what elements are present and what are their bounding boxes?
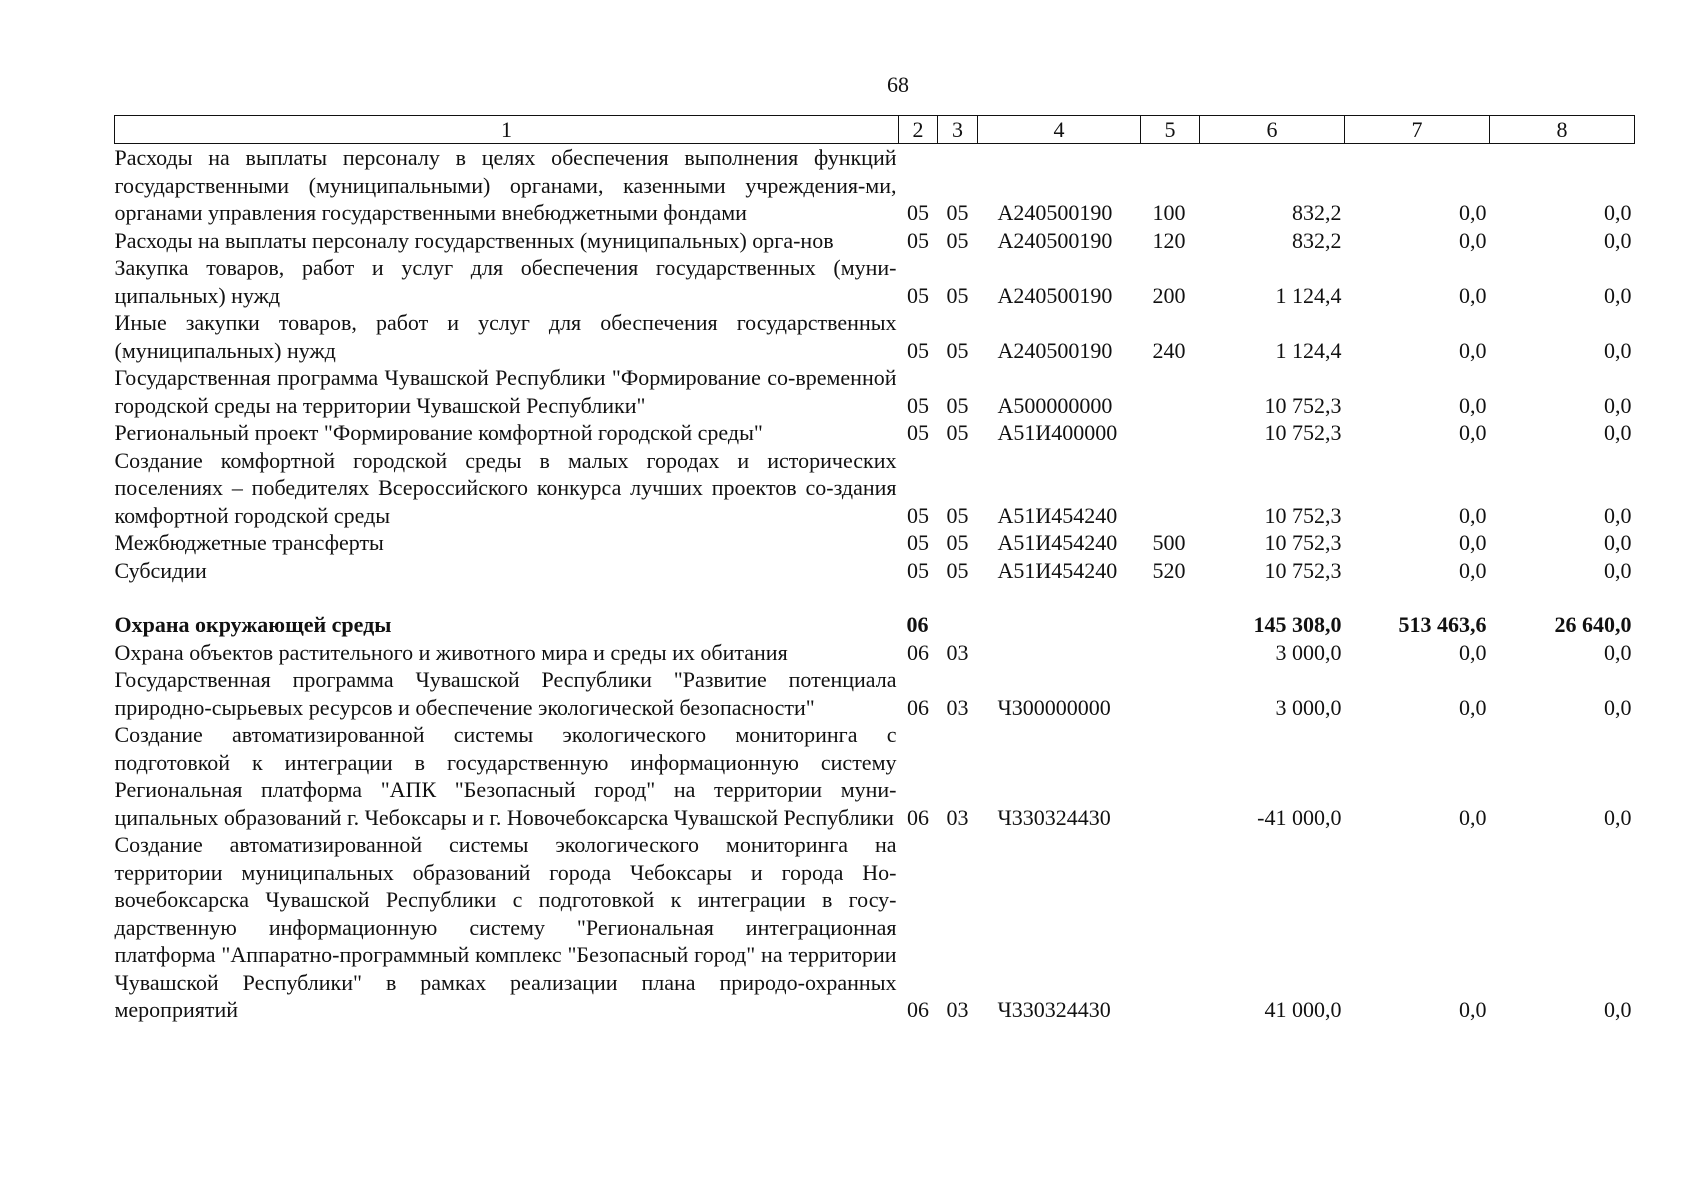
row-vr: 100 bbox=[1152, 200, 1186, 225]
row-v7: 0,0 bbox=[1459, 227, 1487, 253]
row-v6: 1 124,4 bbox=[1275, 282, 1342, 308]
table-row bbox=[115, 666, 1635, 721]
table-row bbox=[115, 144, 1635, 227]
row-v6: 10 752,3 bbox=[1264, 392, 1342, 418]
row-vr bbox=[1141, 419, 1200, 447]
blank-row bbox=[115, 584, 1635, 611]
section-v8: 26 640,0 bbox=[1554, 612, 1632, 637]
row-pr: 05 bbox=[946, 227, 969, 253]
row-v7: 0,0 bbox=[1459, 639, 1487, 665]
row-rz: 05 bbox=[907, 337, 929, 363]
table-row bbox=[115, 364, 1635, 419]
row-vr: 500 bbox=[1152, 530, 1186, 555]
row-rz: 06 bbox=[907, 997, 929, 1022]
row-vr bbox=[1141, 831, 1200, 1024]
row-v6: 10 752,3 bbox=[1264, 502, 1342, 528]
row-vr: 200 bbox=[1152, 282, 1186, 308]
row-rz: 06 bbox=[907, 694, 929, 720]
row-rz: 05 bbox=[907, 200, 929, 225]
row-csr: А240500190 bbox=[997, 227, 1113, 253]
row-pr: 05 bbox=[946, 502, 969, 528]
row-csr: Ч330324430 bbox=[997, 804, 1111, 830]
row-vr: 520 bbox=[1152, 557, 1186, 583]
row-pr: 03 bbox=[946, 997, 969, 1022]
table-row bbox=[115, 227, 1635, 255]
row-v8: 0,0 bbox=[1604, 282, 1632, 308]
table-row bbox=[115, 309, 1635, 364]
row-v8: 0,0 bbox=[1604, 200, 1632, 225]
table-row bbox=[115, 447, 1635, 530]
header-col-6: 6 bbox=[1200, 116, 1345, 144]
row-rz: 05 bbox=[907, 557, 929, 583]
row-v7: 0,0 bbox=[1459, 804, 1487, 830]
row-pr: 03 bbox=[946, 804, 969, 830]
row-v6: 3 000,0 bbox=[1275, 694, 1342, 720]
row-name: Расходы на выплаты персоналу государственных (муниципальных) орга-нов bbox=[114, 227, 834, 253]
row-v8: 0,0 bbox=[1604, 639, 1632, 665]
row-rz: 05 bbox=[907, 502, 929, 528]
row-pr: 03 bbox=[946, 694, 969, 720]
row-rz: 05 bbox=[907, 420, 929, 445]
row-name: Межбюджетные трансферты bbox=[114, 530, 384, 555]
row-v7: 0,0 bbox=[1459, 557, 1487, 583]
row-csr: А240500190 bbox=[997, 200, 1113, 225]
header-col-5: 5 bbox=[1141, 116, 1200, 144]
row-vr: 120 bbox=[1152, 227, 1186, 253]
section-row bbox=[115, 611, 1635, 639]
header-col-1: 1 bbox=[115, 116, 899, 144]
table-row bbox=[115, 529, 1635, 557]
row-csr: А51И454240 bbox=[997, 502, 1118, 528]
row-v8: 0,0 bbox=[1604, 694, 1632, 720]
row-csr: А240500190 bbox=[997, 337, 1113, 363]
row-name: Иные закупки товаров, работ и услуг для обеспечения государственных (муниципальных) нужд bbox=[114, 310, 897, 363]
row-csr: Ч330324430 bbox=[997, 997, 1111, 1022]
table-row bbox=[115, 254, 1635, 309]
table-row bbox=[115, 557, 1635, 585]
row-name: Охрана объектов растительного и животного мира и среды их обитания bbox=[114, 639, 788, 665]
row-csr: А500000000 bbox=[997, 392, 1113, 418]
row-v7: 0,0 bbox=[1459, 502, 1487, 528]
row-v7: 0,0 bbox=[1459, 694, 1487, 720]
row-csr: А240500190 bbox=[997, 282, 1113, 308]
row-csr: А51И454240 bbox=[997, 557, 1118, 583]
row-v8: 0,0 bbox=[1604, 997, 1632, 1022]
section-name: Охрана окружающей среды bbox=[114, 612, 392, 637]
row-pr: 05 bbox=[946, 557, 969, 583]
row-csr: А51И454240 bbox=[997, 530, 1118, 555]
header-col-2: 2 bbox=[899, 116, 938, 144]
row-vr: 240 bbox=[1152, 337, 1186, 363]
row-name: Государственная программа Чувашской Республики "Развитие потенциала природно-сырьевых ресурсов и обеспечение экологической безопасности" bbox=[114, 667, 897, 720]
row-v7: 0,0 bbox=[1459, 282, 1487, 308]
table-row bbox=[115, 831, 1635, 1024]
row-v7: 0,0 bbox=[1459, 392, 1487, 418]
row-csr: А51И400000 bbox=[997, 420, 1118, 445]
row-v8: 0,0 bbox=[1604, 530, 1632, 555]
row-name: Региональный проект "Формирование комфортной городской среды" bbox=[114, 420, 763, 445]
row-rz: 06 bbox=[907, 639, 929, 665]
row-v6: 832,2 bbox=[1292, 200, 1342, 225]
header-row bbox=[115, 116, 1635, 144]
row-v8: 0,0 bbox=[1604, 337, 1632, 363]
row-vr bbox=[1141, 721, 1200, 831]
row-v7: 0,0 bbox=[1459, 420, 1487, 445]
row-name: Закупка товаров, работ и услуг для обеспечения государственных (муни-ципальных) нужд bbox=[114, 255, 897, 308]
table-row bbox=[115, 639, 1635, 667]
row-v8: 0,0 bbox=[1604, 804, 1632, 830]
header-col-3: 3 bbox=[938, 116, 978, 144]
section-vr bbox=[1141, 611, 1200, 639]
row-v7: 0,0 bbox=[1459, 337, 1487, 363]
row-pr: 03 bbox=[946, 639, 969, 665]
row-v6: 3 000,0 bbox=[1275, 639, 1342, 665]
row-v6: 832,2 bbox=[1292, 227, 1342, 253]
section-csr bbox=[978, 611, 1141, 639]
row-rz: 05 bbox=[907, 392, 929, 418]
row-rz: 06 bbox=[907, 804, 929, 830]
section-pr bbox=[938, 611, 978, 639]
table-row bbox=[115, 419, 1635, 447]
row-v8: 0,0 bbox=[1604, 227, 1632, 253]
row-pr: 05 bbox=[946, 420, 969, 445]
row-pr: 05 bbox=[946, 392, 969, 418]
row-v7: 0,0 bbox=[1459, 530, 1487, 555]
row-v7: 0,0 bbox=[1459, 997, 1487, 1022]
row-pr: 05 bbox=[946, 200, 969, 225]
row-pr: 05 bbox=[946, 282, 969, 308]
row-rz: 05 bbox=[907, 282, 929, 308]
row-csr bbox=[978, 639, 1141, 667]
row-name: Государственная программа Чувашской Республики "Формирование со-временной городской среды на территории Чувашской Республики" bbox=[114, 365, 897, 418]
row-vr bbox=[1141, 639, 1200, 667]
row-vr bbox=[1141, 447, 1200, 530]
row-v6: 10 752,3 bbox=[1264, 530, 1342, 555]
header-col-4: 4 bbox=[978, 116, 1141, 144]
row-rz: 05 bbox=[907, 227, 929, 253]
row-v8: 0,0 bbox=[1604, 420, 1632, 445]
table-row bbox=[115, 721, 1635, 831]
row-v8: 0,0 bbox=[1604, 392, 1632, 418]
row-v7: 0,0 bbox=[1459, 200, 1487, 225]
blank-cell bbox=[115, 584, 1635, 611]
row-name: Расходы на выплаты персоналу в целях обеспечения выполнения функций государственными (муниципальными) органами, казенными учреждения-ми, органами управления государственными внебюджетными фондами bbox=[114, 145, 897, 225]
section-rz: 06 bbox=[906, 612, 929, 637]
row-v8: 0,0 bbox=[1604, 557, 1632, 583]
row-rz: 05 bbox=[907, 530, 929, 555]
row-v6: -41 000,0 bbox=[1257, 804, 1342, 830]
row-v6: 10 752,3 bbox=[1264, 557, 1342, 583]
row-name: Создание автоматизированной системы экологического мониторинга на территории муниципальных образований города Чебоксары и города Но-вочебоксарска Чувашской Республики с подготовкой к интеграции в госу-дарственную информационную систему "Региональная интеграционная платформа "Аппаратно-программный комплекс "Безопасный город" на территории Чувашской Республики" в рамках реализации плана природо-охранных мероприятий bbox=[114, 832, 897, 1022]
row-v8: 0,0 bbox=[1604, 502, 1632, 528]
row-pr: 05 bbox=[946, 337, 969, 363]
header-col-7: 7 bbox=[1345, 116, 1490, 144]
row-name: Субсидии bbox=[114, 557, 207, 583]
row-vr bbox=[1141, 666, 1200, 721]
row-v6: 10 752,3 bbox=[1264, 420, 1342, 445]
row-pr: 05 bbox=[946, 530, 969, 555]
section-v6: 145 308,0 bbox=[1253, 612, 1342, 637]
row-v6: 41 000,0 bbox=[1264, 997, 1342, 1022]
row-v6: 1 124,4 bbox=[1275, 337, 1342, 363]
budget-table bbox=[114, 115, 1635, 1024]
header-col-8: 8 bbox=[1490, 116, 1635, 144]
row-name: Создание автоматизированной системы экологического мониторинга с подготовкой к интеграции в государственную информационную систему Региональная платформа "АПК "Безопасный город" на территории муни-ципальных образований г. Чебоксары и г. Новочебоксарска Чувашской Республики bbox=[114, 722, 897, 830]
row-name: Создание комфортной городской среды в малых городах и исторических поселениях – победителях Всероссийского конкурса лучших проектов со-здания комфортной городской среды bbox=[114, 447, 897, 528]
row-vr bbox=[1141, 364, 1200, 419]
section-v7: 513 463,6 bbox=[1398, 612, 1487, 637]
row-csr: Ч300000000 bbox=[997, 694, 1111, 720]
